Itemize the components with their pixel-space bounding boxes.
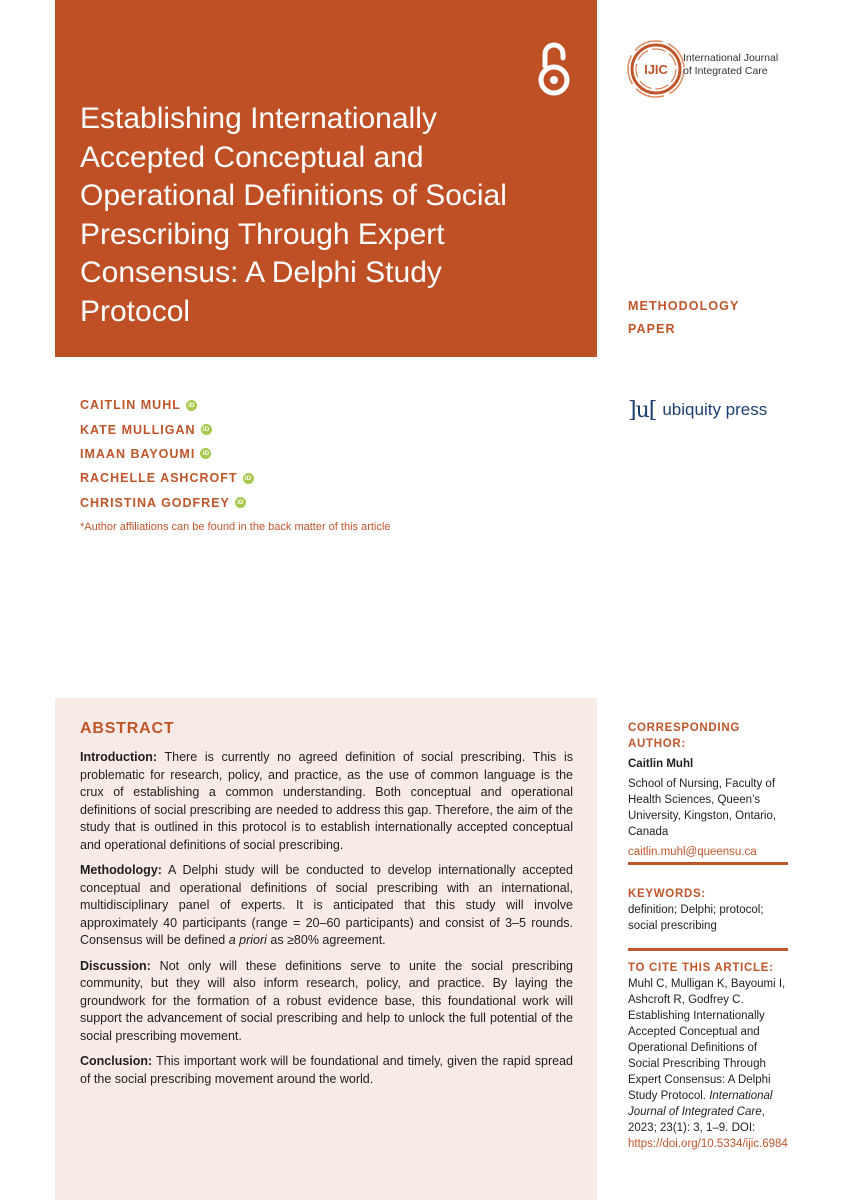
paper-type-line1: METHODOLOGY [628,299,740,313]
section-text: A Delphi study will be conducted to develop internationally accepted conceptual and operational definitions of social prescribing with an international, multidisciplinary panel of experts. It is anticipated that this study will involve approximately 40 participants (range = 20–60 participants) and consist of 3–5 rounds. Consensus will be defined [80,863,573,947]
corresponding-author [628,720,788,860]
author-name: IMAAN BAYOUMI [80,446,196,461]
section-text-after: as ≥80% agreement. [266,933,386,947]
citation-journal: International Journal of Integrated Care [628,1090,773,1118]
journal-name-line1: International Journal [683,52,779,64]
divider [628,862,788,865]
section-label: Discussion: [80,958,151,973]
author-item [80,466,254,490]
keywords [628,886,788,934]
publisher-name: ubiquity press [662,400,768,419]
author-name: CHRISTINA GODFREY [80,495,230,510]
orcid-icon[interactable]: iD [243,473,254,484]
section-text: There is currently no agreed definition of social prescribing. This is problematic for research, policy, and practice, as the use of common language is the crux of establishing a common understanding. Both conceptual and operational definitions of social prescribing are needed to address this gap. Therefore, the aim of the study that is outlined in this protocol is to establish internationally accepted conceptual and operational definitions of social prescribing. [80,750,573,852]
author-name: CAITLIN MUHL [80,398,181,413]
keywords-text: definition; Delphi; protocol; social prescribing [628,904,764,932]
abstract-conclusion [80,1053,573,1088]
abstract-introduction [80,749,573,854]
orcid-icon[interactable]: iD [186,400,197,411]
author-list [80,393,254,515]
section-label: Introduction: [80,750,158,764]
abstract-body [80,749,573,1096]
orcid-icon[interactable]: iD [235,497,246,508]
article-title: Establishing Internationally Accepted Conceptual and Operational Definitions of Social Prescribing Through Expert Consensus: A Delphi Study Protocol [80,102,507,328]
section-label: Conclusion: [80,1054,153,1068]
orcid-icon[interactable]: iD [200,448,211,459]
abstract-heading: ABSTRACT [80,720,175,737]
corresponding-author-name: Caitlin Muhl [628,758,694,770]
citation-body [628,976,788,1152]
citation-heading: TO CITE THIS ARTICLE: [628,962,774,974]
author-item [80,491,254,515]
citation-doi-link[interactable]: https://doi.org/10.5334/ijic.6984 [628,1138,788,1150]
author-name: RACHELLE ASHCROFT [80,471,238,486]
author-name: KATE MULLIGAN [80,422,196,437]
section-italic: a priori [228,933,267,947]
corresponding-author-email[interactable]: caitlin.muhl@queensu.ca [628,846,757,858]
divider [628,948,788,951]
paper-type-line2: PAPER [628,322,676,336]
corresponding-author-address: School of Nursing, Faculty of Health Sciences, Queen’s University, Kingston, Ontario, Canada [628,778,777,838]
author-item [80,442,254,466]
keywords-heading: KEYWORDS: [628,888,706,900]
publisher-logo [628,396,767,424]
abstract-discussion [80,958,573,1046]
author-item [80,393,254,417]
publisher-mark: ]u[ [628,397,657,423]
journal-name-line2: of Integrated Care [683,65,768,77]
journal-logo-text: IJIC [644,62,668,77]
section-text: Not only will these definitions serve to unite the social prescribing community, but they will also inform research, policy, and practice. By laying the groundwork for the formation of a robust evidence base, this foundational work will support the advancement of social prescribing and help to unlock the full potential of the social prescribing movement. [80,958,573,1043]
affiliation-note: *Author affiliations can be found in the back matter of this article [80,521,391,533]
journal-name [683,52,778,78]
citation-details: , 2023; 23(1): 3, 1–9. DOI: [628,1106,765,1134]
paper-type [628,295,739,341]
citation [628,960,788,1152]
orcid-icon[interactable]: iD [201,424,212,435]
citation-text: Muhl C, Mulligan K, Bayoumi I, Ashcroft R, Godfrey C. Establishing Internationally Accepted Conceptual and Operational Definitions of Social Prescribing Through Expert Consensus: A Delphi Study Protocol. [628,978,786,1102]
open-access-icon [533,40,575,98]
section-text: This important work will be foundational and timely, given the rapid spread of the social prescribing movement around the world. [80,1054,573,1086]
abstract-methodology [80,862,573,950]
section-label: Methodology: [80,863,162,877]
corresponding-author-heading: CORRESPONDING AUTHOR: [628,722,740,750]
author-item [80,417,254,441]
